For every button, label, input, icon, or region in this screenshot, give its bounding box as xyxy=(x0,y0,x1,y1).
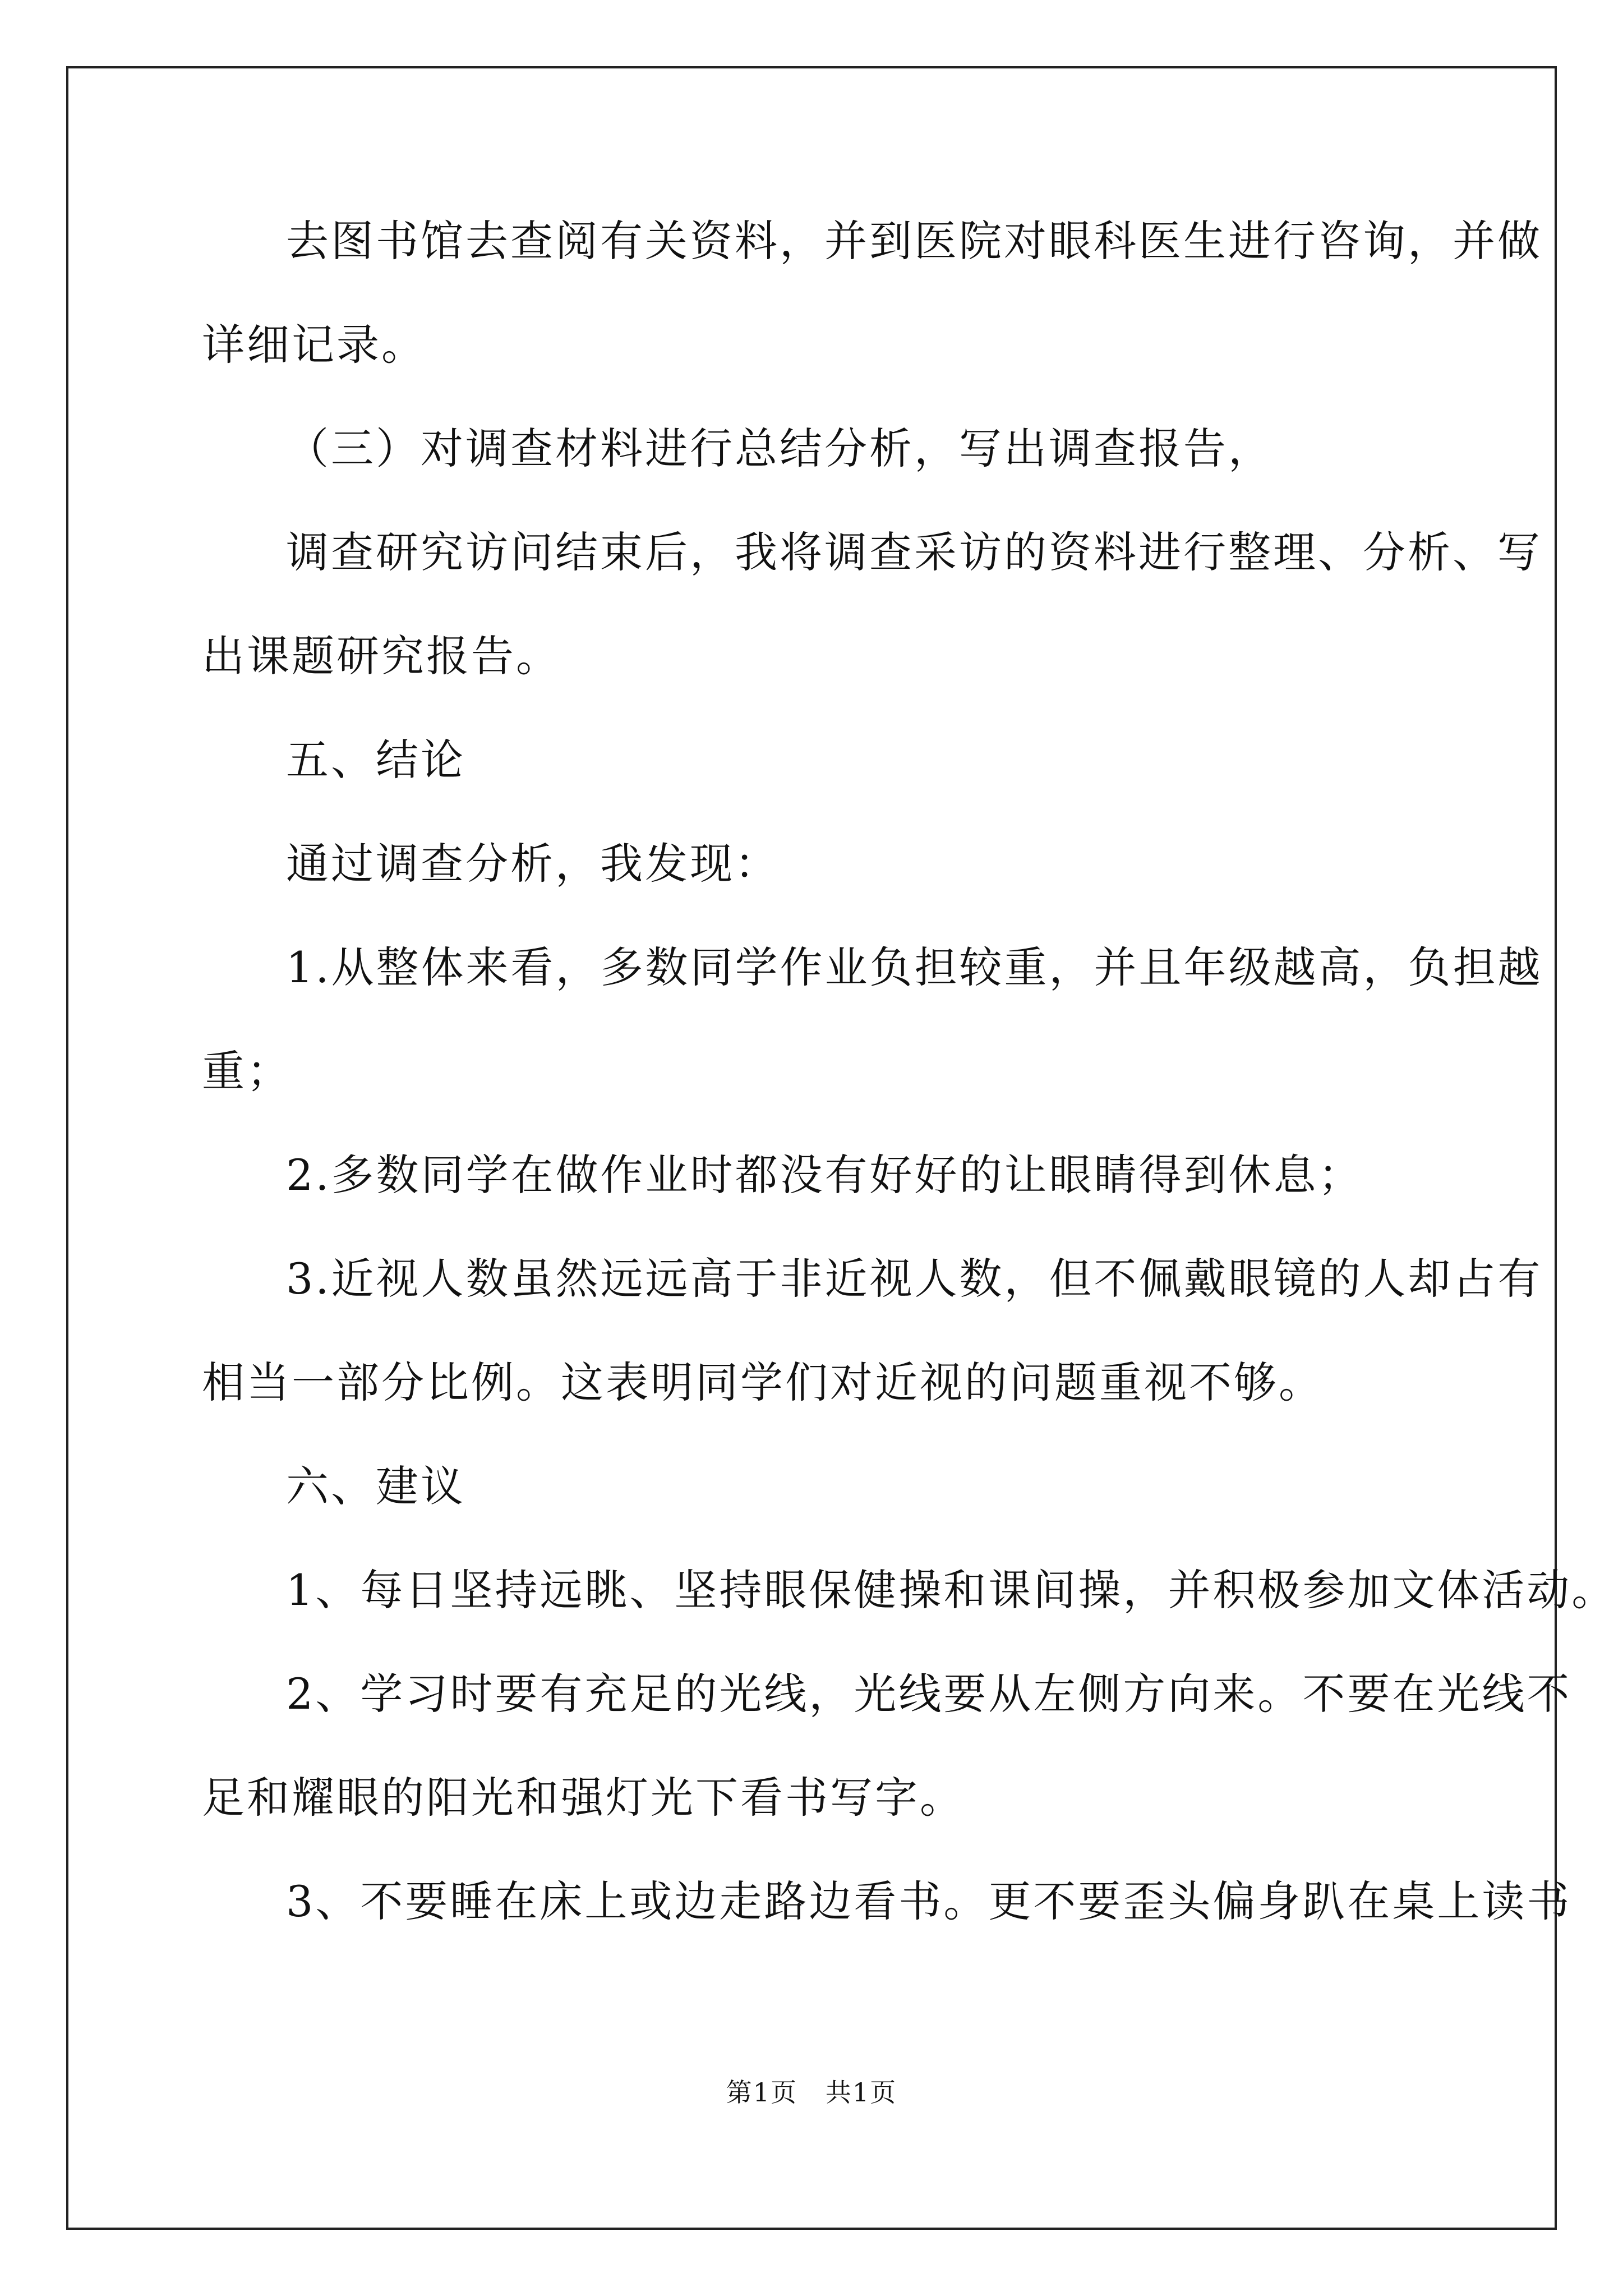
page-number: 第1页 共1页 xyxy=(726,2077,897,2108)
list-item-line: 2、学习时要有充足的光线，光线要从左侧方向来。不要在光线不 xyxy=(286,1669,1572,1719)
paragraph-line: 详细记录。 xyxy=(202,320,426,370)
list-item-line: 足和耀眼的阳光和强灯光下看书写字。 xyxy=(202,1773,965,1823)
section-heading-conclusion: 五、结论 xyxy=(286,735,465,785)
list-item-line: 3.近视人数虽然远远高于非近视人数，但不佩戴眼镜的人却占有 xyxy=(286,1254,1543,1304)
list-item-line: 重； xyxy=(202,1046,292,1096)
paragraph-line: 去图书馆去查阅有关资料，并到医院对眼科医生进行咨询，并做 xyxy=(286,216,1542,266)
list-item-line: 1、每日坚持远眺、坚持眼保健操和课间操，并积极参加文体活动。 xyxy=(286,1565,1617,1615)
paragraph-line: 出课题研究报告。 xyxy=(202,631,561,681)
list-item-line: 1.从整体来看，多数同学作业负担较重，并且年级越高，负担越 xyxy=(286,942,1543,992)
list-item-line: 3、不要睡在床上或边走路边看书。更不要歪头偏身趴在桌上读书 xyxy=(286,1876,1572,1926)
list-item-line: 2.多数同学在做作业时都没有好好的让眼睛得到休息； xyxy=(286,1150,1363,1200)
paragraph-line: （三）对调查材料进行总结分析，写出调查报告， xyxy=(286,424,1273,473)
section-heading-suggestions: 六、建议 xyxy=(286,1461,465,1511)
list-item-line: 相当一部分比例。这表明同学们对近视的问题重视不够。 xyxy=(202,1358,1324,1407)
paragraph-line: 通过调查分析，我发现： xyxy=(286,839,780,889)
paragraph-line: 调查研究访问结束后，我将调查采访的资料进行整理、分析、写 xyxy=(286,527,1542,577)
